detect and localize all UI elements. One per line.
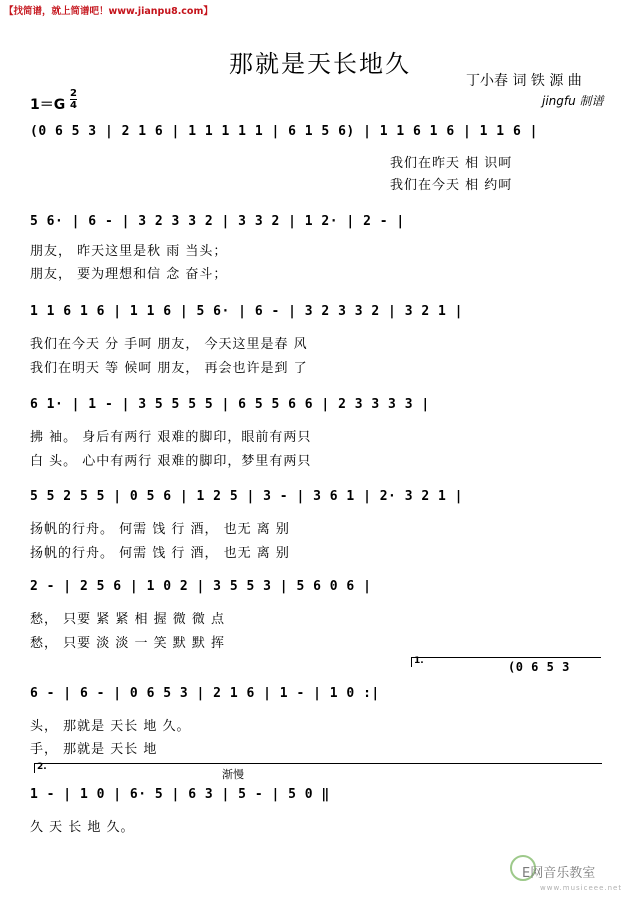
notes-line-5: 5 5 2 5 5 | 0 5 6 | 1 2 5 | 3 - | 3 6 1 | 2· 3 2 1 | (30, 489, 463, 504)
watermark-brand: E网音乐教室 (522, 866, 596, 881)
notes-line-7: 6 - | 6 - | 0 6 5 3 | 2 1 6 | 1 - | 1 0 :| (30, 686, 380, 701)
lyric-line-5b: 扬帆的行舟。 何需 饯 行 酒， 也无 离 别 (30, 546, 290, 561)
lyric-line-1b: 我们在今天 相 约呵 (390, 178, 513, 193)
tempo-marking: 渐慢 (222, 768, 244, 781)
lyric-line-6a: 愁， 只要 紧 紧 相 握 微 微 点 (30, 612, 226, 627)
notes-line-4: 6 1· | 1 - | 3 5 5 5 5 | 6 5 5 6 6 | 2 3 3 3 3 | (30, 397, 430, 412)
notes-line-6: 2 - | 2 5 6 | 1 0 2 | 3 5 5 3 | 5 6 0 6 | (30, 579, 372, 594)
key-signature: 1＝G (30, 97, 66, 113)
notes-line-8: 1 - | 1 0 | 6· 5 | 6 3 | 5 - | 5 0 ‖ (30, 787, 330, 802)
credits: 丁小春 词 铁 源 曲 (466, 73, 582, 89)
volta-2-line (34, 763, 602, 764)
lyric-line-7b: 手， 那就是 天长 地 (30, 742, 158, 757)
lyric-line-2b: 朋友， 要为理想和信 念 奋斗； (30, 267, 228, 282)
watermark-url: www.musiceee.net (540, 884, 623, 892)
volta-2-hook (34, 763, 35, 773)
lyric-line-5a: 扬帆的行舟。 何需 饯 行 酒， 也无 离 别 (30, 522, 290, 537)
lyric-line-7a: 头， 那就是 天长 地 久。 (30, 719, 191, 734)
time-sig-bottom: 4 (70, 100, 77, 111)
lyric-line-1a: 我们在昨天 相 识呵 (390, 156, 513, 171)
score-maker: jingfu 制谱 (542, 94, 604, 108)
notes-line-3: 1 1 6 1 6 | 1 1 6 | 5 6· | 6 - | 3 2 3 3 2 | 3 2 1 | (30, 304, 463, 319)
lyric-line-4a: 拂 袖。 身后有两行 艰难的脚印，眼前有两只 (30, 430, 312, 445)
lyric-line-8: 久 天 长 地 久。 (30, 820, 135, 835)
site-link[interactable]: 【找简谱，就上简谱吧！www.jianpu8.com】 (4, 6, 213, 17)
notes-line-2: 5 6· | 6 - | 3 2 3 3 2 | 3 3 2 | 1 2· | 2 - | (30, 214, 405, 229)
volta-1-label: 1. (414, 656, 424, 666)
volta-2-label: 2. (37, 762, 47, 772)
volta-1-hook (411, 657, 412, 667)
time-sig-top: 2 (70, 88, 77, 99)
song-title: 那就是天长地久 (229, 50, 411, 78)
volta-1-notes: (0 6 5 3 (508, 660, 570, 674)
lyric-line-6b: 愁， 只要 淡 淡 一 笑 默 默 挥 (30, 636, 226, 651)
volta-1-line (411, 657, 601, 658)
lyric-line-3a: 我们在今天 分 手呵 朋友， 今天这里是春 风 (30, 337, 308, 352)
lyric-line-4b: 白 头。 心中有两行 艰难的脚印，梦里有两只 (30, 454, 312, 469)
lyric-line-2a: 朋友， 昨天这里是秋 雨 当头； (30, 244, 228, 259)
time-signature (70, 88, 77, 111)
lyric-line-3b: 我们在明天 等 候呵 朋友， 再会也许是到 了 (30, 361, 308, 376)
notes-line-1: (0 6 5 3 | 2 1 6 | 1 1 1 1 1 | 6 1 5 6) | 1 1 6 1 6 | 1 1 6 | (30, 124, 538, 139)
